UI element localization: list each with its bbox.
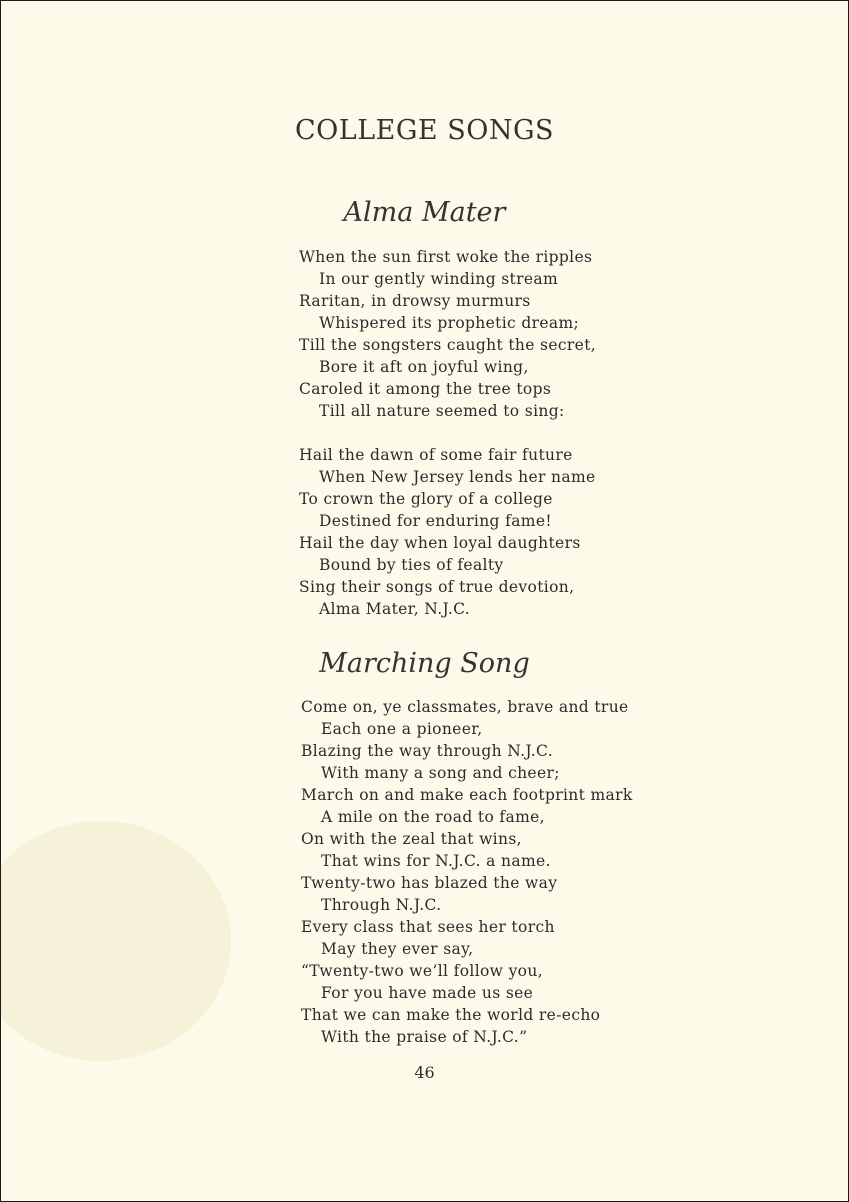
verse-line: In our gently winding stream [319, 270, 559, 288]
song-title-marching-song: Marching Song [319, 648, 530, 679]
verse-line: March on and make each footprint mark [301, 786, 633, 804]
verse-line: Each one a pioneer, [321, 720, 483, 738]
verse-line: With the praise of N.J.C.” [321, 1028, 528, 1046]
verse-line: For you have made us see [321, 984, 534, 1002]
verse-line: When the sun first woke the ripples [299, 248, 593, 266]
alma-mater-verse-2 [299, 444, 596, 620]
verse-line: Bound by ties of fealty [319, 556, 504, 574]
verse-line: On with the zeal that wins, [301, 830, 522, 848]
verse-line: Till all nature seemed to sing: [319, 402, 565, 420]
verse-line: To crown the glory of a college [299, 490, 553, 508]
verse-line: Sing their songs of true devotion, [299, 578, 575, 596]
verse-line: With many a song and cheer; [321, 764, 560, 782]
page-number: 46 [414, 1063, 435, 1082]
alma-mater-verse-1 [299, 246, 596, 422]
verse-line: Bore it aft on joyful wing, [319, 358, 529, 376]
verse-line: Through N.J.C. [321, 896, 442, 914]
verse-line: “Twenty-two we’ll follow you, [301, 962, 543, 980]
verse-line: Hail the day when loyal daughters [299, 534, 581, 552]
verse-line: Twenty-two has blazed the way [301, 874, 558, 892]
verse-line: A mile on the road to fame, [321, 808, 545, 826]
verse-line: Hail the dawn of some fair future [299, 446, 573, 464]
paper-stain [0, 821, 231, 1061]
verse-line: Every class that sees her torch [301, 918, 555, 936]
song-title-alma-mater: Alma Mater [343, 197, 506, 228]
verse-line: May they ever say, [321, 940, 474, 958]
verse-line: Raritan, in drowsy murmurs [299, 292, 531, 310]
verse-line: That wins for N.J.C. a name. [321, 852, 551, 870]
verse-line: Destined for enduring fame! [319, 512, 552, 530]
verse-line: Till the songsters caught the secret, [299, 336, 597, 354]
marching-song-verse [301, 696, 633, 1048]
verse-line: When New Jersey lends her name [319, 468, 596, 486]
verse-line: Whispered its prophetic dream; [319, 314, 580, 332]
verse-line: Alma Mater, N.J.C. [319, 600, 471, 618]
verse-line: That we can make the world re-echo [301, 1006, 601, 1024]
page-heading: COLLEGE SONGS [294, 115, 555, 146]
verse-line: Come on, ye classmates, brave and true [301, 698, 629, 716]
verse-line: Caroled it among the tree tops [299, 380, 552, 398]
verse-line: Blazing the way through N.J.C. [301, 742, 553, 760]
